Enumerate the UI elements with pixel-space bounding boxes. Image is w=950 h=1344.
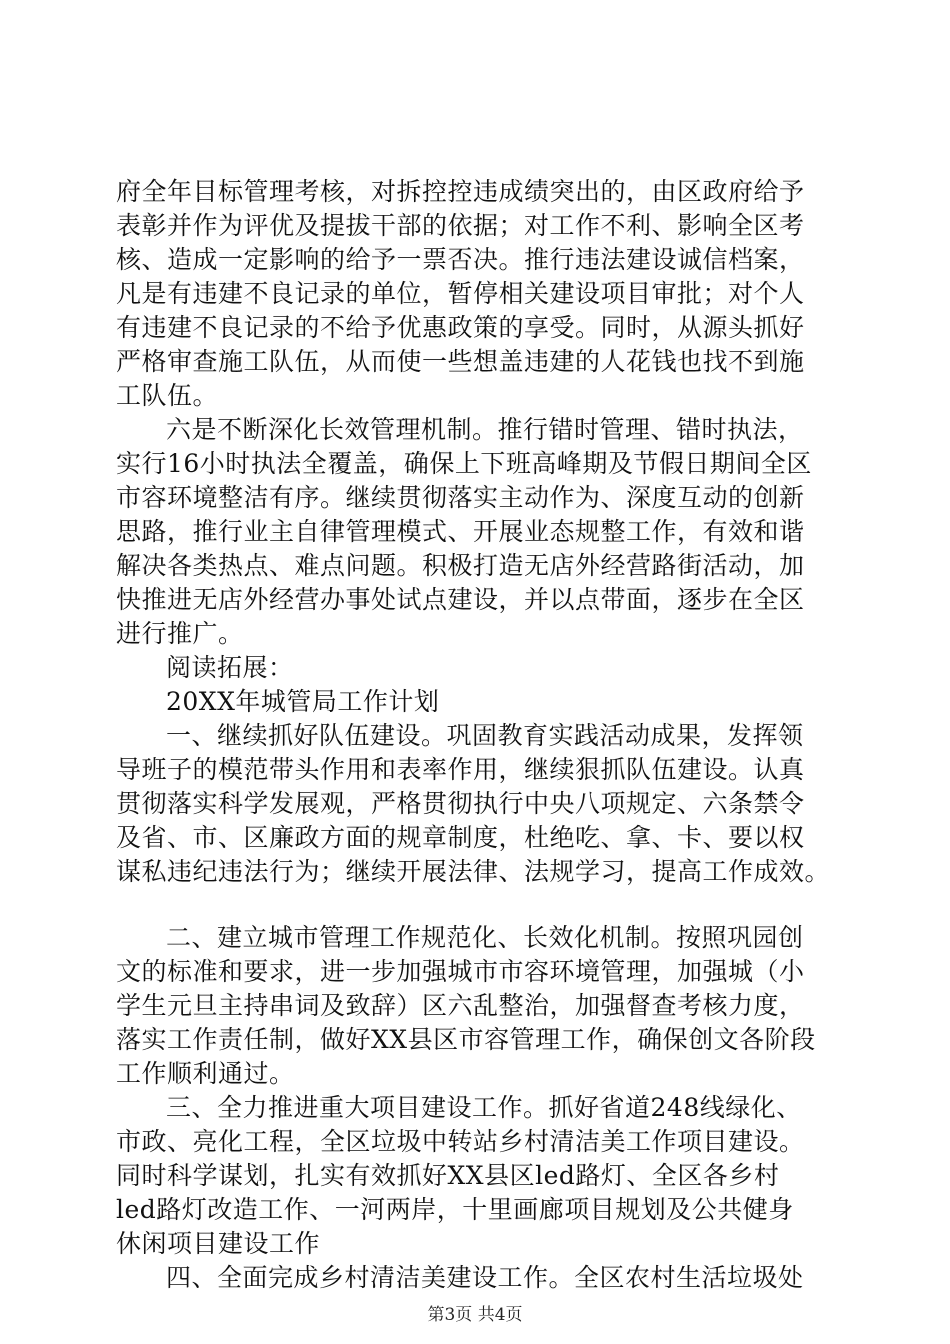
paragraph-start-line: 六是不断深化长效管理机制。推行错时管理、错时执法， <box>166 415 804 444</box>
text-line: 凡是有违建不良记录的单位，暂停相关建设项目审批；对个人 <box>116 279 805 308</box>
text-line: 市容环境整洁有序。继续贯彻落实主动作为、深度互动的创新 <box>116 483 805 512</box>
text-line: 解决各类热点、难点问题。积极打造无店外经营路街活动，加 <box>116 551 805 580</box>
text-line: 及省、市、区廉政方面的规章制度，杜绝吃、拿、卡、要以权 <box>116 823 805 852</box>
text-line: 贯彻落实科学发展观，严格贯彻执行中央八项规定、六条禁令 <box>116 789 805 818</box>
text-line: 核、造成一定影响的给予一票否决。推行违法建设诚信档案， <box>116 245 805 274</box>
paragraph-start-line: 四、全面完成乡村清洁美建设工作。全区农村生活垃圾处 <box>166 1263 804 1292</box>
text-line: 学生元旦主持串词及致辞）区六乱整治，加强督查考核力度， <box>116 991 805 1020</box>
text-line: 工队伍。 <box>116 381 219 410</box>
text-line: 严格审查施工队伍，从而使一些想盖违建的人花钱也找不到施 <box>116 347 805 376</box>
paragraph-start-line: 三、全力推进重大项目建设工作。抓好省道248线绿化、 <box>166 1093 802 1122</box>
paragraph-start-line: 一、继续抓好队伍建设。巩固教育实践活动成果，发挥领 <box>166 721 804 750</box>
page-footer: 第3页 共4页 <box>427 1305 523 1325</box>
text-line: 思路，推行业主自律管理模式、开展业态规整工作，有效和谐 <box>116 517 805 546</box>
text-line: 进行推广。 <box>116 619 244 648</box>
text-line: 工作顺利通过。 <box>116 1059 295 1088</box>
text-line: led路灯改造工作、一河两岸，十里画廊项目规划及公共健身 <box>116 1195 794 1224</box>
text-line: 谋私违纪违法行为；继续开展法律、法规学习，提高工作成效。 <box>116 857 831 886</box>
section-title: 20XX年城管局工作计划 <box>166 687 440 716</box>
text-line: 有违建不良记录的不给予优惠政策的享受。同时，从源头抓好 <box>116 313 805 342</box>
section-label: 阅读拓展： <box>166 653 294 682</box>
text-line: 落实工作责任制，做好XX县区市容管理工作，确保创文各阶段 <box>116 1025 816 1054</box>
text-line: 同时科学谋划，扎实有效抓好XX县区led路灯、全区各乡村 <box>116 1161 780 1190</box>
text-line: 休闲项目建设工作 <box>116 1229 321 1258</box>
text-line: 文的标准和要求，进一步加强城市市容环境管理，加强城（小 <box>116 957 805 986</box>
text-line: 导班子的模范带头作用和表率作用，继续狠抓队伍建设。认真 <box>116 755 805 784</box>
paragraph-start-line: 二、建立城市管理工作规范化、长效化机制。按照巩园创 <box>166 923 804 952</box>
text-line: 府全年目标管理考核，对拆控控违成绩突出的，由区政府给予 <box>116 177 805 206</box>
text-line: 实行16小时执法全覆盖，确保上下班高峰期及节假日期间全区 <box>116 449 812 478</box>
text-line: 快推进无店外经营办事处试点建设，并以点带面，逐步在全区 <box>116 585 805 614</box>
text-line: 市政、亮化工程，全区垃圾中转站乡村清洁美工作项目建设。 <box>116 1127 805 1156</box>
text-line: 表彰并作为评优及提拔干部的依据；对工作不利、影响全区考 <box>116 211 805 240</box>
